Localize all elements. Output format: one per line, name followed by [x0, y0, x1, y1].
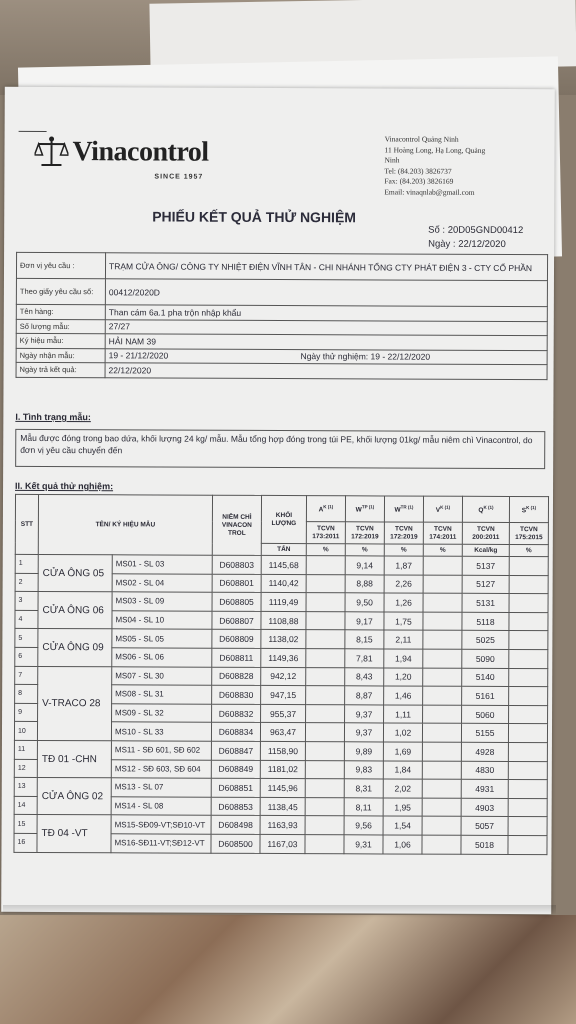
row-stt: 3: [15, 592, 38, 611]
weight-value: 1145,68: [261, 555, 306, 574]
results-table: [13, 494, 549, 855]
table-row: [14, 777, 547, 798]
value-qk: 5131: [462, 593, 509, 612]
value-vk: [423, 649, 462, 668]
value-vk: [423, 631, 462, 650]
row-stt: 15: [14, 815, 37, 834]
address-line: Tel: (84.203) 3826737: [384, 165, 452, 176]
value-vk: [422, 816, 461, 835]
address-line: Email: vinaqnlab@gmail.com: [384, 186, 475, 197]
row-stt: 6: [15, 647, 38, 666]
value-wtr: 1,20: [384, 668, 423, 687]
value-vk: [422, 761, 461, 780]
unit-qk: Kcal/kg: [462, 544, 509, 556]
address-line: 11 Hoàng Long, Hạ Long, Quảng: [384, 144, 486, 155]
section-results-title: II. Kết quả thử nghiệm:: [15, 480, 114, 492]
document-title: PHIẾU KẾT QUẢ THỬ NGHIỆM: [152, 208, 357, 226]
value-vk: [423, 593, 462, 612]
received-value: 19 - 21/12/2020: [108, 350, 169, 361]
value-wtp: 9,31: [344, 835, 383, 854]
weight-value: 1158,90: [260, 741, 305, 760]
value-qk: 5118: [462, 612, 509, 631]
seal-code: D608834: [211, 723, 260, 742]
sample-code: MS14 - SL 08: [111, 796, 211, 815]
value-wtr: 1,06: [383, 835, 422, 854]
value-qk: 5018: [461, 835, 508, 854]
value-wtr: 1,95: [383, 798, 422, 817]
value-qk: 4903: [461, 798, 508, 817]
value-qk: 4931: [461, 779, 508, 798]
weight-value: 947,15: [261, 686, 306, 705]
value-sk: [509, 612, 548, 631]
address-line: Ninh: [384, 155, 400, 165]
value-ak: [305, 760, 344, 779]
value-qk: 5057: [461, 817, 508, 836]
requester-value: TRẠM CỬA ÔNG/ CÔNG TY NHIỆT ĐIỆN VĨNH TÂN - CHI NHÁNH TỔNG CTY PHÁT ĐIỆN 3 - CTY CỔ PHẦN: [105, 253, 547, 281]
value-ak: [306, 611, 345, 630]
group-name: TĐ 04 -VT: [37, 815, 111, 853]
value-wtp: 8,31: [344, 779, 383, 798]
weight-value: 1138,02: [261, 630, 306, 649]
value-wtp: 7,81: [345, 649, 384, 668]
row-stt: 2: [15, 573, 38, 592]
info-table: [16, 252, 549, 380]
value-wtp: 8,15: [345, 630, 384, 649]
value-wtr: 2,11: [384, 630, 423, 649]
value-wtp: 9,56: [344, 816, 383, 835]
value-sk: [508, 724, 547, 743]
header-vk: $V^{K (1)}$: [423, 496, 462, 522]
value-ak: [305, 742, 344, 761]
value-wtp: 8,11: [344, 798, 383, 817]
value-sk: [508, 761, 547, 780]
seal-code: D608809: [212, 630, 261, 649]
value-wtp: 9,37: [345, 705, 384, 724]
sample-code: MS03 - SL 09: [112, 592, 212, 611]
weight-value: 942,12: [261, 667, 306, 686]
goods-value: Than cám 6a.1 pha trộn nhập khẩu: [105, 305, 547, 321]
return-value: 22/12/2020: [105, 363, 547, 379]
value-qk: 5140: [462, 668, 509, 687]
test-date-label: Ngày thử nghiệm:: [300, 351, 369, 362]
sample-code: MS02 - SL 04: [112, 573, 212, 592]
value-wtp: 8,87: [345, 686, 384, 705]
sample-code: MS12 - SĐ 603, SĐ 604: [111, 759, 211, 778]
row-stt: 13: [14, 777, 37, 796]
value-wtp: 9,89: [344, 742, 383, 761]
weight-value: 1163,93: [260, 816, 305, 835]
value-sk: [509, 687, 548, 706]
header-wtr: $W^{TR (1)}$: [384, 496, 423, 522]
value-sk: [508, 817, 547, 836]
value-qk: 5090: [462, 649, 509, 668]
weight-value: 1145,96: [260, 779, 305, 798]
value-sk: [508, 798, 547, 817]
seal-code: D608807: [212, 611, 261, 630]
value-sk: [509, 575, 548, 594]
table-row: [15, 592, 548, 613]
value-vk: [423, 556, 462, 575]
document-date: Ngày : 22/12/2020: [428, 238, 506, 250]
document-page: [1, 87, 555, 914]
scale-icon: [34, 135, 68, 169]
seal-code: D608498: [211, 816, 260, 835]
value-qk: 5025: [462, 631, 509, 650]
value-vk: [423, 612, 462, 631]
row-stt: 7: [15, 666, 38, 685]
sample-code: MS13 - SL 07: [111, 778, 211, 797]
value-sk: [509, 705, 548, 724]
value-wtr: 1,54: [383, 816, 422, 835]
seal-code: D608853: [211, 797, 260, 816]
background-floor: [0, 915, 576, 1024]
unit-weight: TẤN: [261, 543, 306, 555]
table-row: [14, 815, 547, 836]
row-stt: 14: [14, 796, 37, 815]
sample-code: MS07 - SL 30: [112, 666, 212, 685]
value-ak: [306, 686, 345, 705]
value-sk: [508, 742, 547, 761]
seal-code: D608803: [212, 555, 261, 574]
group-name: V-TRACO 28: [37, 666, 111, 741]
weight-value: 955,37: [261, 704, 306, 723]
value-qk: 5137: [462, 556, 509, 575]
value-ak: [306, 630, 345, 649]
value-sk: [509, 668, 548, 687]
goods-label: Tên hàng:: [16, 304, 105, 319]
value-sk: [509, 631, 548, 650]
value-ak: [305, 816, 344, 835]
document-number: Số : 20D05GND00412: [428, 224, 524, 237]
value-ak: [306, 667, 345, 686]
table-row: [15, 554, 548, 575]
value-sk: [509, 649, 548, 668]
value-ak: [305, 835, 344, 854]
weight-value: 1119,49: [261, 593, 306, 612]
row-stt: 5: [15, 629, 38, 648]
value-wtr: 1,87: [384, 556, 423, 575]
value-qk: 5060: [462, 705, 509, 724]
page-shadow: [3, 905, 556, 915]
sample-code: MS11 - SĐ 601, SĐ 602: [111, 741, 211, 760]
mark-value: HẢI NAM 39: [105, 334, 547, 350]
sample-code: MS05 - SL 05: [112, 629, 212, 648]
seal-code: D608801: [212, 574, 261, 593]
value-vk: [423, 668, 462, 687]
value-vk: [422, 779, 461, 798]
group-name: CỬA ÔNG 02: [37, 778, 111, 816]
value-vk: [422, 742, 461, 761]
row-stt: 11: [14, 740, 37, 759]
std-vk: TCVN 174:2011: [423, 522, 462, 544]
sample-code: MS16-SĐ11-VT;SĐ12-VT: [111, 834, 211, 853]
value-wtr: 1,69: [383, 742, 422, 761]
seal-code: D608805: [212, 592, 261, 611]
row-stt: 16: [14, 833, 37, 852]
value-wtr: 2,26: [384, 575, 423, 594]
count-value: 27/27: [105, 319, 547, 335]
group-name: CỬA ÔNG 06: [38, 592, 112, 630]
row-stt: 4: [15, 610, 38, 629]
test-date-value: 19 - 22/12/2020: [370, 351, 431, 362]
sample-code: MS10 - SL 33: [111, 722, 211, 741]
value-sk: [509, 594, 548, 613]
value-vk: [423, 575, 462, 594]
mark-label: Ký hiệu mẫu:: [16, 333, 105, 348]
weight-value: 1167,03: [260, 834, 305, 853]
address-line: Fax: (84.203) 3826169: [384, 176, 454, 186]
sample-condition-text: Mẫu được đóng trong bao dứa, khối lượng 24 kg/ mẫu. Mẫu tổng hợp đóng trong túi PE, khối lượng 01kg/ mẫu niêm chì Vinacontrol, do đơn vị yêu cầu chuyển đến: [15, 429, 545, 469]
seal-code: D608811: [212, 648, 261, 667]
weight-value: 1108,88: [261, 611, 306, 630]
header-dash: [19, 131, 47, 132]
return-label: Ngày trả kết quả:: [16, 362, 105, 377]
value-wtr: 1,84: [383, 760, 422, 779]
header-weight: KHỐI LƯỢNG: [261, 495, 306, 543]
seal-code: D608830: [212, 685, 261, 704]
logo-text: Vinacontrol: [72, 136, 209, 168]
seal-code: D608500: [211, 834, 260, 853]
value-qk: 5161: [462, 686, 509, 705]
unit-wtr: %: [384, 544, 423, 556]
weight-value: 963,47: [260, 723, 305, 742]
seal-code: D608847: [211, 741, 260, 760]
group-name: TĐ 01 -CHN: [37, 740, 111, 778]
value-wtr: 1,02: [383, 723, 422, 742]
value-vk: [422, 798, 461, 817]
weight-value: 1149,36: [261, 648, 306, 667]
value-vk: [423, 705, 462, 724]
table-row: [14, 740, 547, 761]
table-row: [15, 629, 548, 650]
value-wtr: 1,26: [384, 593, 423, 612]
row-stt: 12: [14, 759, 37, 778]
value-wtp: 9,50: [345, 593, 384, 612]
value-wtp: 8,43: [345, 667, 384, 686]
request-no-label: Theo giấy yêu cầu số:: [16, 278, 105, 304]
value-ak: [306, 574, 345, 593]
header-seal: NIÊM CHÌ VINACON TROL: [212, 495, 261, 555]
value-ak: [305, 797, 344, 816]
sample-code: MS01 - SL 03: [112, 555, 212, 574]
std-wtp: TCVN 172:2019: [345, 522, 384, 544]
header-sk: $S^{K (1)}$: [509, 497, 548, 523]
row-stt: 8: [15, 685, 38, 704]
unit-ak: %: [306, 544, 345, 556]
value-wtp: 9,83: [344, 760, 383, 779]
received-label: Ngày nhận mẫu:: [16, 348, 105, 363]
company-address: [384, 134, 544, 198]
std-qk: TCVN 200:2011: [462, 522, 509, 544]
value-qk: 4928: [461, 742, 508, 761]
table-row: [15, 666, 548, 687]
value-ak: [306, 649, 345, 668]
requester-label: Đơn vị yêu cầu :: [16, 252, 105, 278]
value-vk: [422, 835, 461, 854]
row-stt: 1: [15, 554, 38, 573]
value-ak: [305, 723, 344, 742]
address-line: Vinacontrol Quảng Ninh: [384, 134, 459, 144]
weight-value: 1138,45: [260, 797, 305, 816]
value-qk: 4830: [461, 761, 508, 780]
value-wtp: 9,14: [345, 556, 384, 575]
unit-wtp: %: [345, 544, 384, 556]
header-qk: $Q^{K (1)}$: [462, 496, 509, 522]
value-qk: 5127: [462, 575, 509, 594]
value-wtr: 1,46: [384, 686, 423, 705]
std-ak: TCVN 173:2011: [306, 522, 345, 544]
value-ak: [306, 593, 345, 612]
seal-code: D608851: [211, 778, 260, 797]
value-sk: [509, 557, 548, 576]
std-wtr: TCVN 172:2019: [384, 522, 423, 544]
value-ak: [306, 556, 345, 575]
seal-code: D608832: [212, 704, 261, 723]
sample-code: MS06 - SL 06: [112, 648, 212, 667]
seal-code: D608849: [211, 760, 260, 779]
value-vk: [423, 686, 462, 705]
value-wtp: 9,37: [344, 723, 383, 742]
value-qk: 5155: [461, 724, 508, 743]
row-stt: 9: [15, 703, 38, 722]
value-sk: [508, 835, 547, 854]
unit-sk: %: [509, 545, 548, 557]
logo-since: SINCE 1957: [154, 173, 204, 181]
company-logo: [34, 135, 208, 170]
value-wtr: 1,11: [384, 705, 423, 724]
header-wtp: $W^{TP (1)}$: [345, 496, 384, 522]
value-wtp: 8,88: [345, 574, 384, 593]
count-label: Số lượng mẫu:: [16, 319, 105, 334]
value-sk: [508, 780, 547, 799]
sample-code: MS09 - SL 32: [112, 704, 212, 723]
value-wtr: 1,94: [384, 649, 423, 668]
header-ak: $A^{K (1)}$: [306, 496, 345, 522]
sample-code: MS08 - SL 31: [112, 685, 212, 704]
row-stt: 10: [14, 722, 37, 741]
value-ak: [306, 704, 345, 723]
weight-value: 1140,42: [261, 574, 306, 593]
weight-value: 1181,02: [260, 760, 305, 779]
value-wtr: 2,02: [383, 779, 422, 798]
unit-vk: %: [423, 544, 462, 556]
value-wtp: 9,17: [345, 612, 384, 631]
section-sample-condition-title: I. Tình trạng mẫu:: [15, 411, 91, 423]
seal-code: D608828: [212, 667, 261, 686]
sample-code: MS04 - SL 10: [112, 611, 212, 630]
value-ak: [305, 779, 344, 798]
group-name: CỬA ÔNG 09: [38, 629, 112, 667]
value-vk: [422, 723, 461, 742]
header-stt: STT: [15, 494, 38, 554]
std-sk: TCVN 175:2015: [509, 523, 548, 545]
header-sample-name: TÊN/ KÝ HIỆU MẪU: [38, 494, 212, 555]
request-no-value: 00412/2020D: [105, 279, 547, 307]
sample-code: MS15-SĐ09-VT;SĐ10-VT: [111, 815, 211, 834]
group-name: CỬA ÔNG 05: [38, 554, 112, 592]
value-wtr: 1,75: [384, 612, 423, 631]
